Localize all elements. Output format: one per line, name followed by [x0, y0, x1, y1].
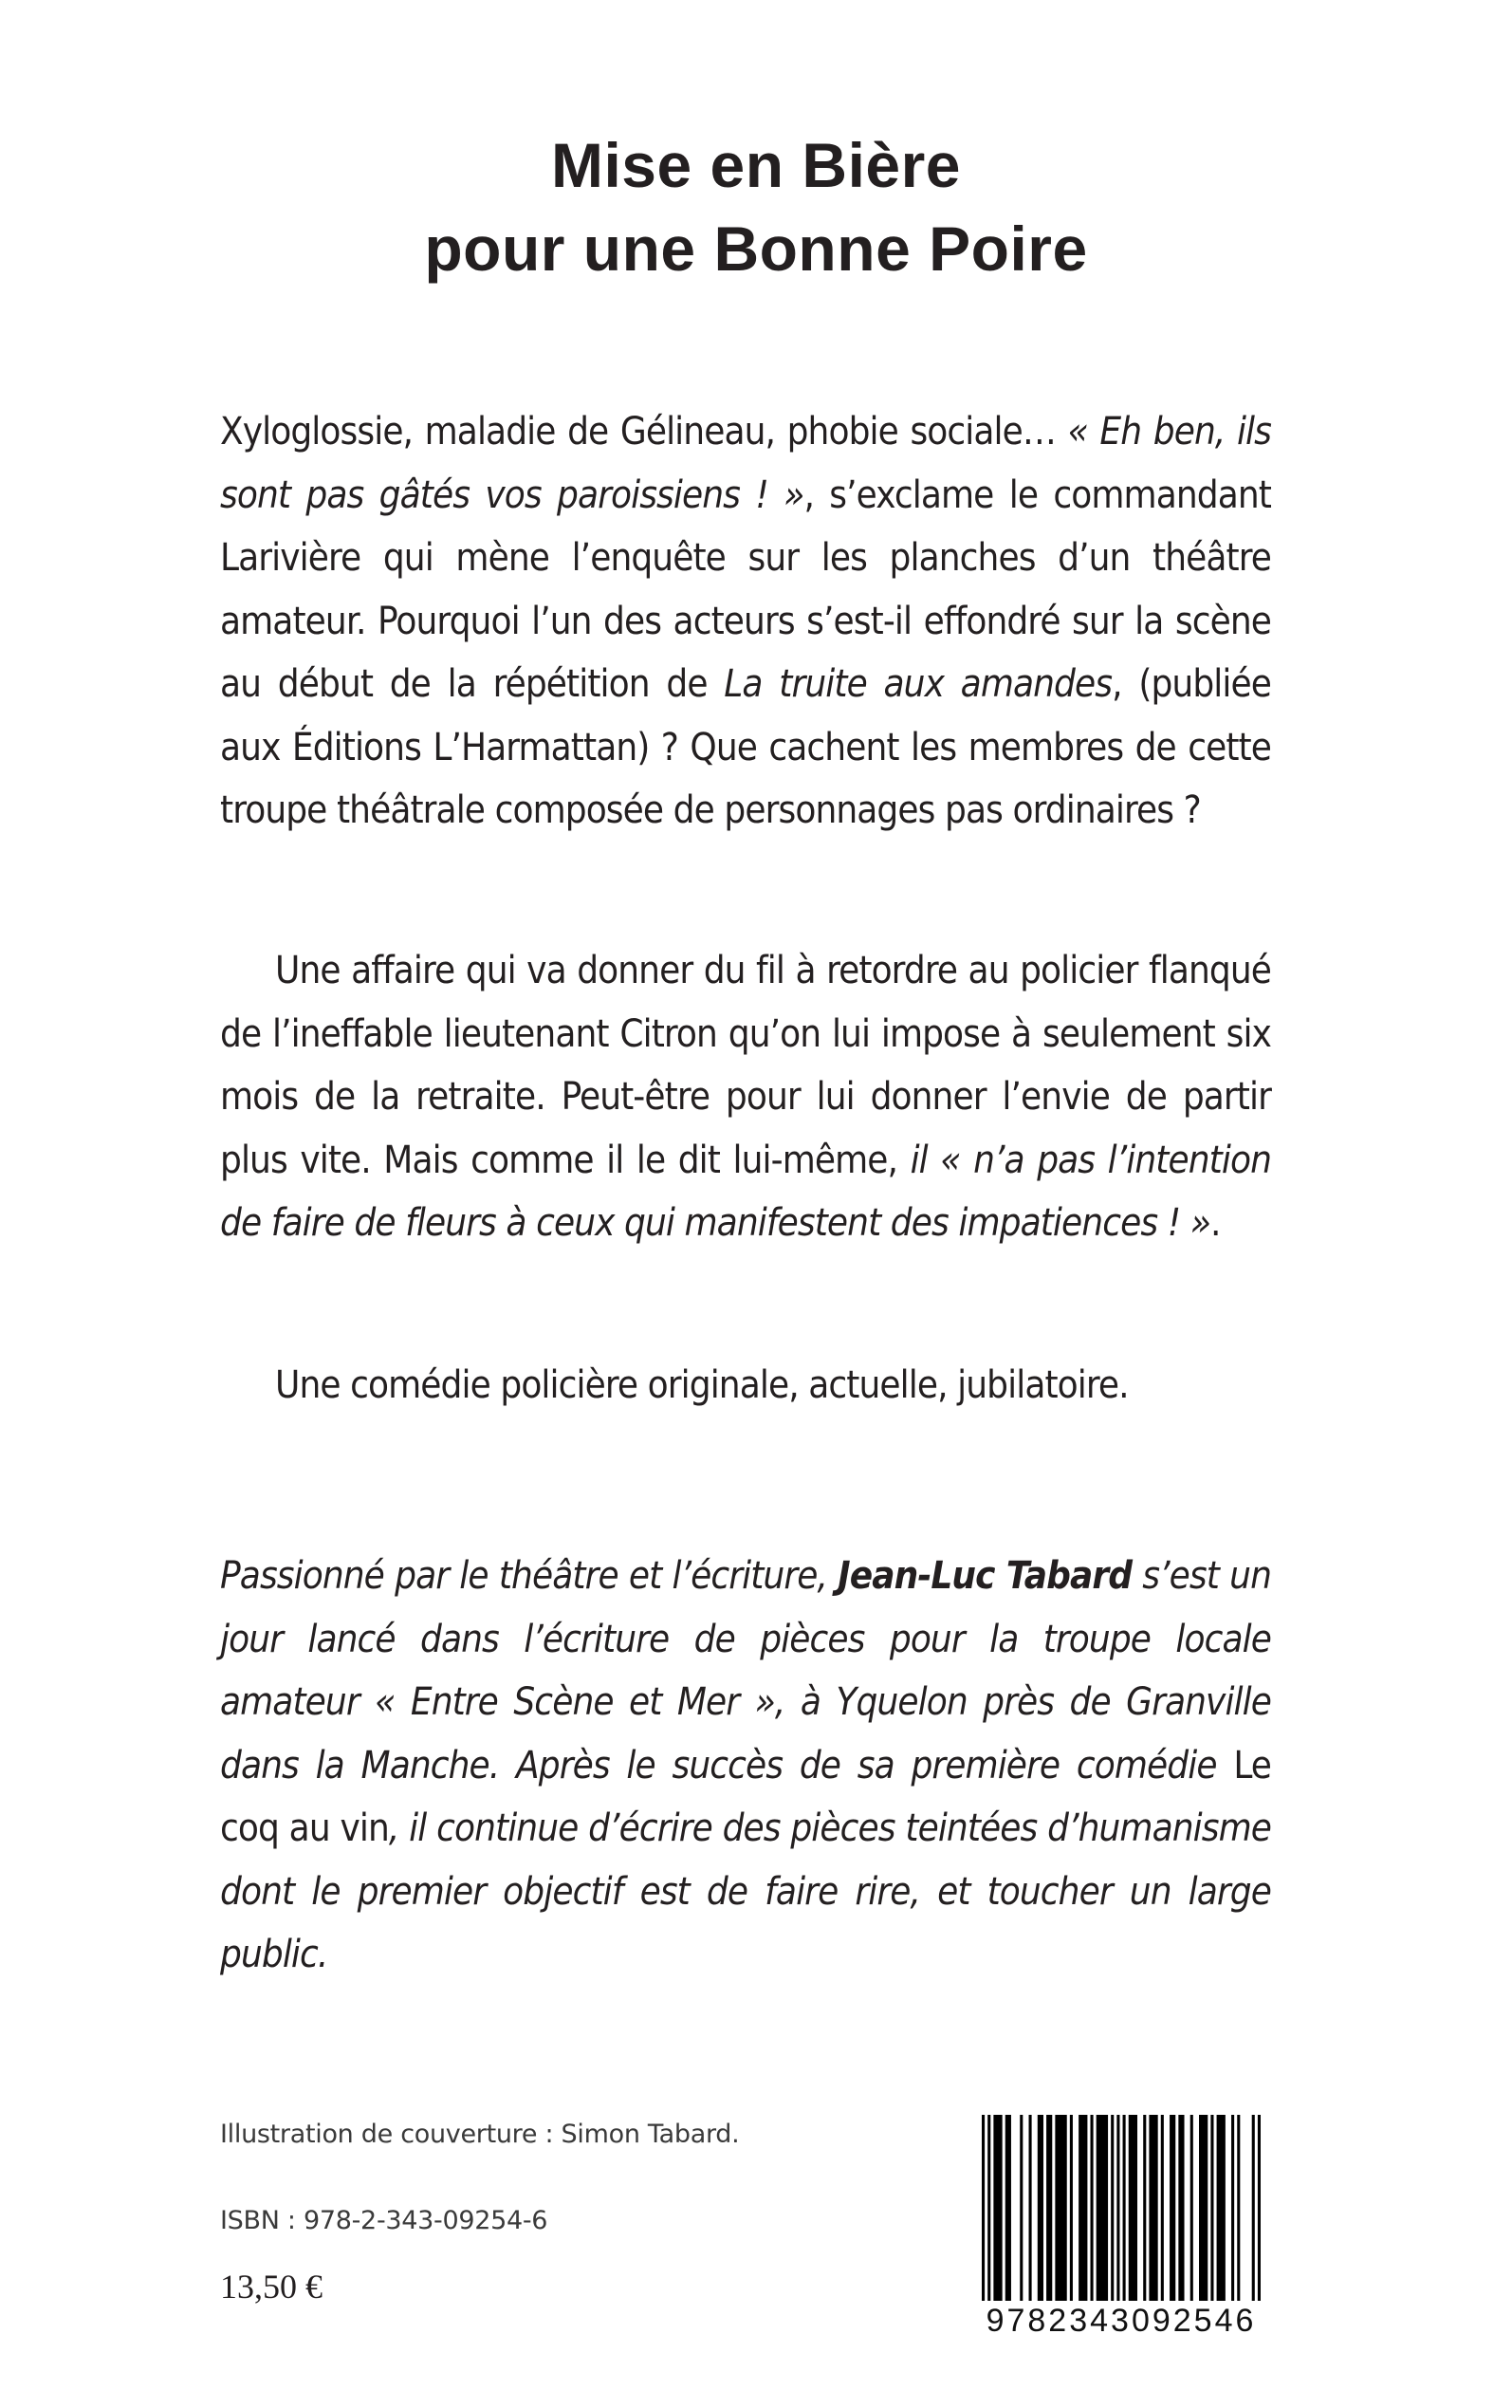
play-title: La truite aux amandes	[724, 662, 1113, 706]
bio-text: , il continue d’écrire des pièces teintées d’humanisme dont le premier objectif est de faire rire, et toucher un large public.	[220, 1806, 1271, 1976]
synopsis-quote: « Eh ben, ils sont pas gâtés vos paroissiens ! »	[220, 410, 1272, 517]
barcode-bar	[1116, 2115, 1119, 2301]
author-biography	[220, 1545, 1271, 1987]
synopsis-paragraph-1	[220, 400, 1271, 843]
barcode-bar	[1129, 2115, 1137, 2301]
barcode-bar	[1252, 2115, 1255, 2301]
barcode-bar	[1258, 2115, 1261, 2301]
barcode-bar	[1231, 2115, 1234, 2301]
synopsis-text: Xyloglossie, maladie de Gélineau, phobie sociale…	[220, 410, 1068, 454]
isbn: ISBN : 978-2-343-09254-6	[220, 2206, 548, 2235]
illustration-credit: Illustration de couverture : Simon Tabard.	[220, 2120, 740, 2149]
synopsis-text: .	[1210, 1201, 1221, 1245]
barcode	[970, 2115, 1272, 2352]
synopsis-text: , s’exclame le commandant Larivière qui mène l’enquête sur les planches d’un théâtre amateur. Pourquoi l’un des acteurs s’est-il effondré sur la scène au début de la répétition de	[220, 472, 1271, 706]
synopsis-tagline	[220, 1354, 1271, 1417]
book-title	[0, 123, 1512, 290]
barcode-bar	[1217, 2115, 1226, 2301]
barcode-bar	[1111, 2115, 1114, 2301]
barcode-bar	[993, 2115, 1002, 2301]
barcode-bar	[1161, 2115, 1164, 2301]
title-line-1: Mise en Bière	[550, 130, 962, 200]
bio-text: s’est un jour lancé dans l’écriture de pièces pour la troupe locale amateur « Entre Scène et Mer », à Yquelon près de Granville dans la Manche. Après le succès de sa première comédie	[220, 1554, 1271, 1787]
barcode-bar	[1237, 2115, 1240, 2301]
barcode-bar	[1055, 2115, 1066, 2301]
price: 13,50 €	[220, 2268, 323, 2306]
barcode-bar	[987, 2115, 990, 2301]
bio-text: Passionné par le théâtre et l’écriture,	[220, 1554, 839, 1598]
barcode-bar	[1005, 2115, 1011, 2301]
barcode-bar	[1190, 2115, 1193, 2301]
barcode-bar	[1029, 2115, 1032, 2301]
barcode-bar	[1020, 2115, 1023, 2301]
barcode-bar	[1091, 2115, 1094, 2301]
barcode-bar	[1097, 2115, 1108, 2301]
title-line-2: pour une Bonne Poire	[424, 213, 1088, 284]
barcode-bar	[1038, 2115, 1043, 2301]
barcode-bar	[1123, 2115, 1126, 2301]
work-title: Le coq au vin	[220, 1743, 1271, 1850]
barcode-bar	[1199, 2115, 1208, 2301]
barcode-number: 9782343092546	[986, 2303, 1257, 2339]
barcode-bar	[1170, 2115, 1175, 2301]
barcode-bar	[1143, 2115, 1146, 2301]
author-name: Jean-Luc Tabard	[838, 1554, 1133, 1598]
barcode-bar	[982, 2115, 985, 2301]
barcode-bar	[1178, 2115, 1184, 2301]
synopsis-text: Une affaire qui va donner du fil à retordre au policier flanqué de l’ineffable lieutenant Citron qu’on lui impose à seulement six mois de la retraite. Peut-être pour lui donner l’envie de partir plus vite. Mais comme il le dit lui-même,	[220, 949, 1271, 1182]
barcode-bar	[1149, 2115, 1157, 2301]
tagline-text: Une comédie policière originale, actuelle, jubilatoire.	[275, 1363, 1129, 1407]
barcode-bars	[982, 2115, 1261, 2301]
synopsis-paragraph-2	[220, 939, 1271, 1255]
barcode-bar	[1079, 2115, 1087, 2301]
synopsis-quote: il « n’a pas l’intention de faire de fleurs à ceux qui manifestent des impatiences ! »	[220, 1138, 1271, 1245]
barcode-bar	[1046, 2115, 1052, 2301]
barcode-bar	[1210, 2115, 1213, 2301]
barcode-bar	[1070, 2115, 1073, 2301]
synopsis-text: , (publiée aux Éditions L’Harmattan) ? Que cachent les membres de cette troupe théâtrale composée de personnages pas ordinaires ?	[220, 662, 1271, 832]
